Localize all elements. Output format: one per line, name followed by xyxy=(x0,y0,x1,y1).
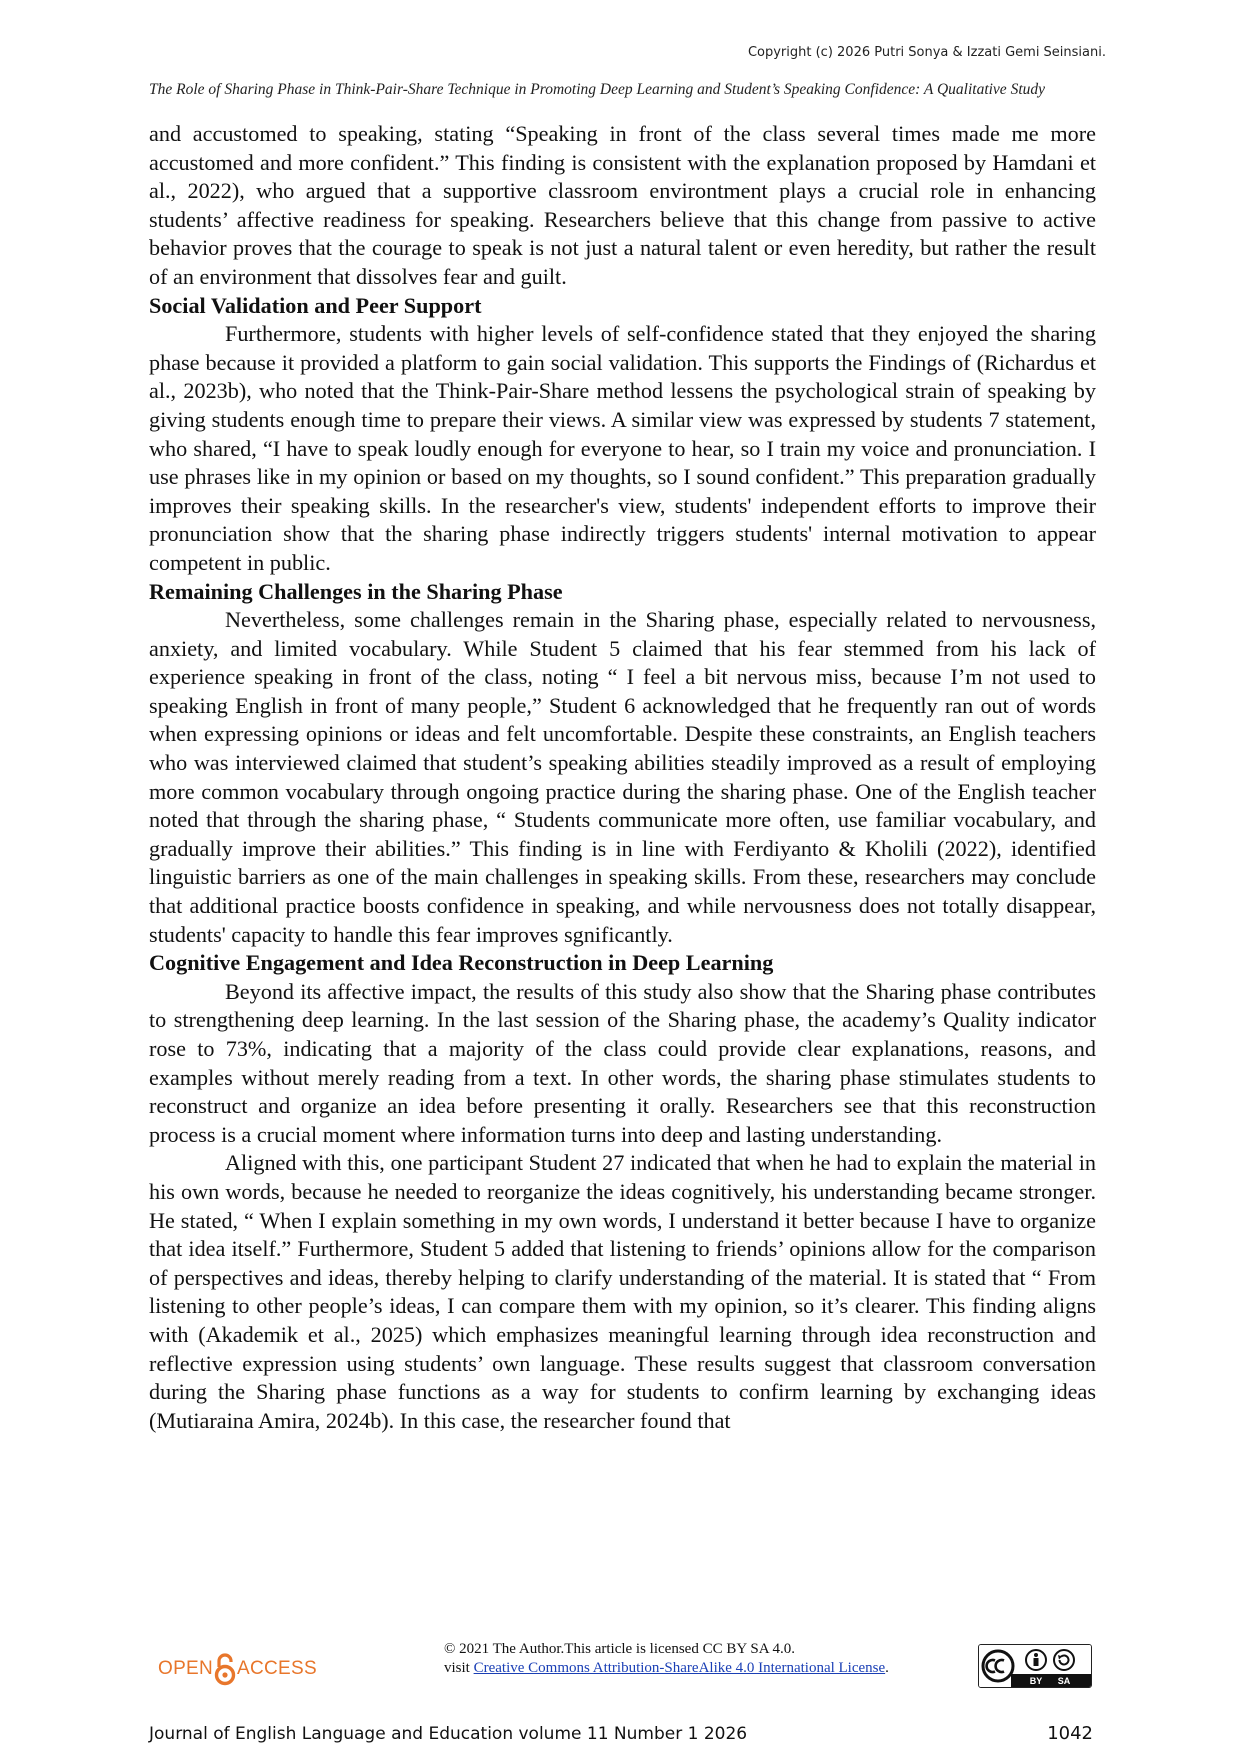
section-heading: Cognitive Engagement and Idea Reconstruction in Deep Learning xyxy=(149,950,774,976)
cc-by-sa-badge[interactable] xyxy=(978,1644,1092,1688)
page-number: 1042 xyxy=(1047,1723,1093,1744)
license-visit-line xyxy=(444,1659,889,1678)
license-link[interactable]: Creative Commons Attribution-ShareAlike 4.0 International License xyxy=(473,1660,886,1676)
open-lock-icon xyxy=(214,1652,236,1686)
license-visit-text: visit xyxy=(444,1660,474,1676)
license-period: . xyxy=(885,1660,889,1676)
open-access-logo xyxy=(158,1652,317,1686)
paragraph: and accustomed to speaking, stating “Speaking in front of the class several times made me more accustomed and more confident.” This finding is consistent with the explanation proposed by Hamdani et al., 2022), who argued that a supportive classroom environtment plays a crucial role in enhancing students’ affective readiness for speaking. Researchers believe that this change from passive to active behavior proves that the courage to speak is not just a natural talent or even heredity, but rather the result of an environment that dissolves fear and guilt. xyxy=(149,121,1096,289)
copyright-notice: Copyright (c) 2026 Putri Sonya & Izzati Gemi Seinsiani. xyxy=(747,45,1106,60)
section-heading: Social Validation and Peer Support xyxy=(149,292,482,318)
open-access-label-left: OPEN xyxy=(158,1658,214,1679)
paragraph: Beyond its affective impact, the results of this study also show that the Sharing phase contributes to strengthening deep learning. In the last session of the Sharing phase, the academy’s Quality indicator rose to 73%, indicating that a majority of the class could provide clear explanations, reasons, and examples without merely reading from a text. In other words, the sharing phase stimulates students to reconstruct and organize an idea before presenting it orally. Researchers see that this reconstruction process is a crucial moment where information turns into deep and lasting understanding. xyxy=(149,978,1096,1147)
paragraph: Aligned with this, one participant Student 27 indicated that when he had to explain the material in his own words, because he needed to reorganize the ideas cognitively, his understanding became stronger. He stated, “ When I explain something in my own words, I understand it better because I have to organize that idea itself.” Furthermore, Student 5 added that listening to friends’ opinions allow for the comparison of perspectives and ideas, thereby helping to clarify understanding of the material. It is stated that “ From listening to other people’s ideas, I can compare them with my opinion, so it’s clearer. This finding aligns with (Akademik et al., 2025) which emphasizes meaningful learning through idea reconstruction and reflective expression using students’ own language. These results suggest that classroom conversation during the Sharing phase functions as a way for students to confirm learning by exchanging ideas (Mutiaraina Amira, 2024b). In this case, the researcher found that xyxy=(149,1150,1096,1433)
cc-sa-label: SA xyxy=(1057,1676,1071,1686)
cc-by-label: BY xyxy=(1029,1676,1043,1686)
section-heading: Remaining Challenges in the Sharing Phase xyxy=(149,578,563,604)
article-body xyxy=(149,120,1096,1435)
running-title: The Role of Sharing Phase in Think-Pair-Share Technique in Promoting Deep Learning and Student’s Speaking Confidence: A Qualitative Study xyxy=(149,81,1046,98)
license-notice xyxy=(444,1640,889,1678)
paragraph: Nevertheless, some challenges remain in the Sharing phase, especially related to nervousness, anxiety, and limited vocabulary. While Student 5 claimed that his fear stemmed from his lack of experience speaking in front of the class, noting “ I feel a bit nervous miss, because I’m not used to speaking English in front of many people,” Student 6 acknowledged that he frequently ran out of words when expressing opinions or ideas and felt uncomfortable. Despite these constraints, an English teachers who was interviewed claimed that student’s speaking abilities steadily improved as a result of employing more common vocabulary through ongoing practice during the sharing phase. One of the English teacher noted that through the sharing phase, “ Students communicate more often, use familiar vocabulary, and gradually improve their abilities.” This finding is in line with Ferdiyanto & Kholili (2022), identified linguistic barriers as one of the main challenges in speaking skills. From these, researchers may conclude that additional practice boosts confidence in speaking, and while nervousness does not totally disappear, students' capacity to handle this fear improves sgnificantly. xyxy=(149,607,1096,947)
journal-footer: Journal of English Language and Education volume 11 Number 1 2026 xyxy=(149,1724,748,1744)
open-access-label-right: ACCESS xyxy=(237,1658,317,1679)
sa-icon xyxy=(1054,1650,1074,1670)
license-line: © 2021 The Author.This article is licensed CC BY SA 4.0. xyxy=(444,1641,795,1657)
paragraph: Furthermore, students with higher levels of self-confidence stated that they enjoyed the sharing phase because it provided a platform to gain social validation. This supports the Findings of (Richardus et al., 2023b), who noted that the Think-Pair-Share method lessens the psychological strain of speaking by giving students enough time to prepare their views. A similar view was expressed by students 7 statement, who shared, “I have to speak loudly enough for everyone to hear, so I train my voice and pronunciation. I use phrases like in my opinion or based on my thoughts, so I sound confident.” This preparation gradually improves their speaking skills. In the researcher's view, students' independent efforts to improve their pronunciation show that the sharing phase indirectly triggers students' internal motivation to appear competent in public. xyxy=(149,321,1096,575)
